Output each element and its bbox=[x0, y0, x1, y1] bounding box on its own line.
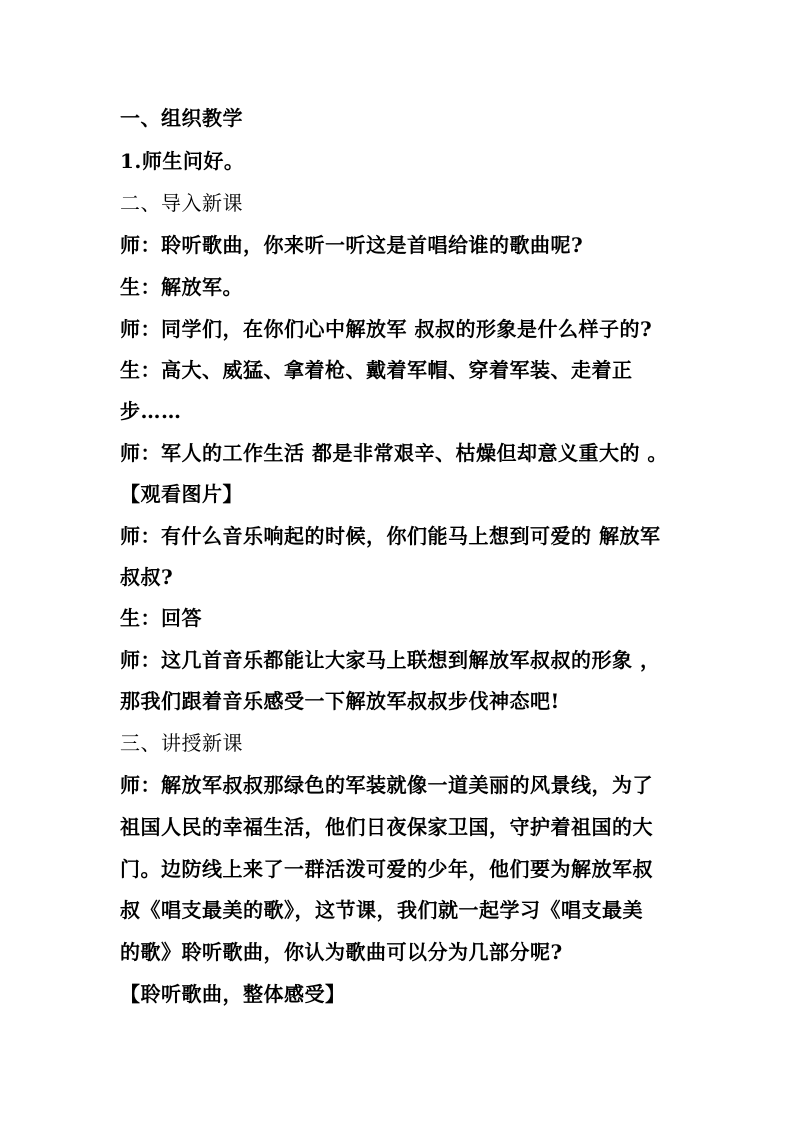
section-heading-introduce-lesson: 二、导入新课 bbox=[120, 191, 243, 215]
text-line: 师：解放军叔叔那绿色的军装就像一道美丽的风景线，为了 bbox=[120, 773, 653, 797]
text-line: 师：军人的工作生活 都是非常艰辛、枯燥但却意义重大的 。 bbox=[120, 441, 668, 465]
text-line: 师：同学们，在你们心中解放军 叔叔的形象是什么样子的? bbox=[120, 317, 653, 341]
section-heading-organize-teaching: 一、组织教学 bbox=[120, 106, 243, 130]
text-line: 生：高大、威猛、拿着枪、戴着军帽、穿着军装、走着正 bbox=[120, 358, 633, 382]
text-line: 那我们跟着音乐感受一下解放军叔叔步伐神态吧! bbox=[120, 689, 560, 713]
text-line: 生：回答 bbox=[120, 606, 202, 630]
bracket-note-listen-song: 【聆听歌曲，整体感受】 bbox=[120, 982, 346, 1006]
text-line: 生：解放军。 bbox=[120, 275, 243, 299]
text-line: 叔《唱支最美的歌》，这节课，我们就一起学习《唱支最美 bbox=[120, 898, 643, 922]
text-line: 师：聆听歌曲，你来听一听这是首唱给谁的歌曲呢? bbox=[120, 233, 584, 257]
text-line: 的歌》聆听歌曲，你认为歌曲可以分为几部分呢? bbox=[120, 940, 563, 964]
text-line: 师：这几首音乐都能让大家马上联想到解放军叔叔的形象 ， bbox=[120, 648, 661, 672]
text-line: 祖国人民的幸福生活，他们日夜保家卫国，守护着祖国的大 bbox=[120, 815, 653, 839]
text-line: 师：有什么音乐响起的时候，你们能马上想到可爱的 解放军 bbox=[120, 524, 661, 548]
text-line: 叔叔? bbox=[120, 565, 174, 589]
text-line: 1.师生问好。 bbox=[120, 149, 245, 173]
section-heading-teach-new-lesson: 三、讲授新课 bbox=[120, 731, 243, 755]
text-line: 步…… bbox=[120, 399, 182, 423]
bracket-note-view-pictures: 【观看图片】 bbox=[120, 482, 243, 506]
text-line: 门。边防线上来了一群活泼可爱的少年，他们要为解放军叔 bbox=[120, 857, 653, 881]
